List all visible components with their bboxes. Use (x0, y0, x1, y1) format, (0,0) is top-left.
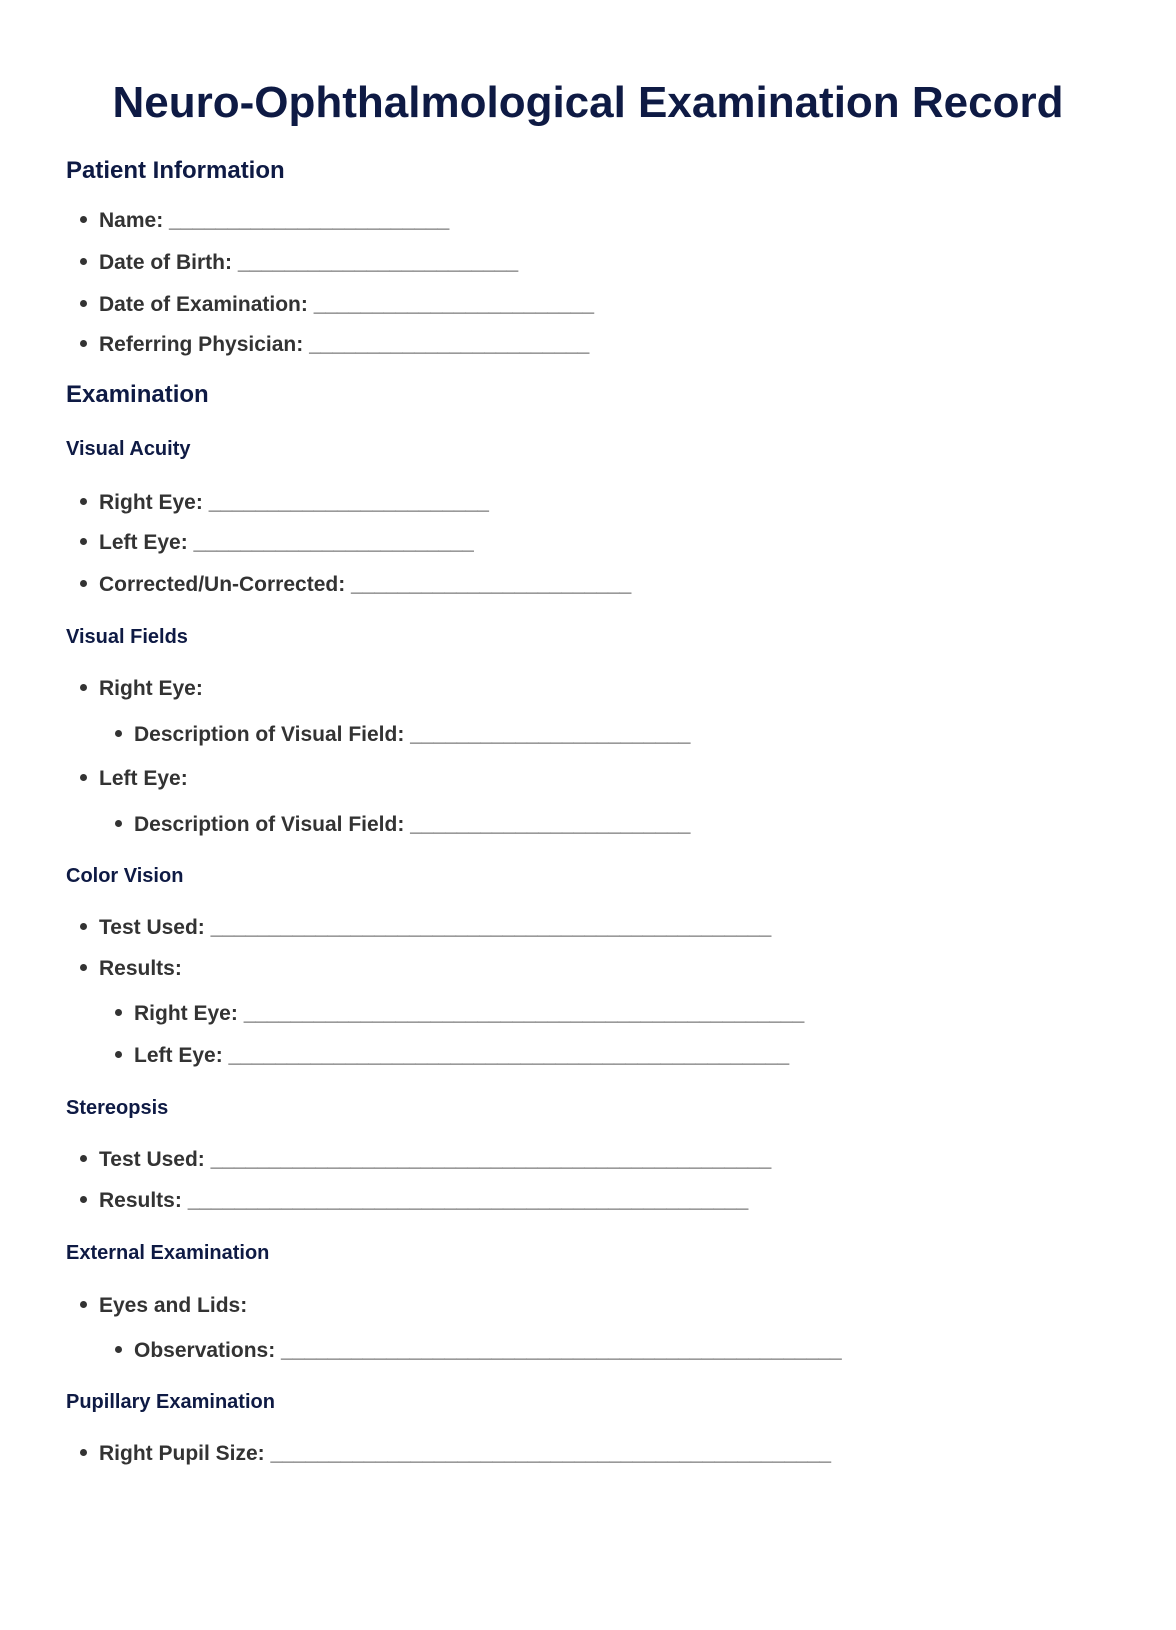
bullet-icon (80, 258, 87, 265)
blank-line[interactable]: ________________________ (410, 723, 691, 746)
field-vf-left-description: Description of Visual Field: ________________________ (115, 810, 690, 840)
field-cv-results: Results: (80, 954, 182, 984)
field-date-of-birth: Date of Birth: ________________________ (80, 248, 518, 278)
field-date-of-examination: Date of Examination: ________________________ (80, 290, 594, 320)
field-eyes-and-lids: Eyes and Lids: (80, 1291, 247, 1321)
bullet-icon (80, 340, 87, 347)
field-name: Name: ________________________ (80, 206, 449, 236)
blank-line[interactable]: ________________________________________________ (270, 1442, 832, 1465)
field-vf-right-eye: Right Eye: (80, 674, 203, 704)
field-referring-physician: Referring Physician: ________________________ (80, 330, 589, 360)
blank-line[interactable]: ________________________________________________ (228, 1044, 790, 1067)
subheading-color-vision: Color Vision (66, 865, 184, 887)
field-vf-right-description: Description of Visual Field: ________________________ (115, 720, 690, 750)
blank-line[interactable]: ________________________ (351, 573, 632, 596)
bullet-icon (80, 1301, 87, 1308)
field-vf-left-eye: Left Eye: (80, 764, 188, 794)
blank-line[interactable]: ________________________________________________ (210, 1148, 772, 1171)
subheading-stereopsis: Stereopsis (66, 1097, 169, 1119)
bullet-icon (80, 774, 87, 781)
blank-line[interactable]: ________________________ (169, 209, 450, 232)
bullet-icon (80, 964, 87, 971)
bullet-icon (115, 820, 122, 827)
bullet-icon (80, 538, 87, 545)
subheading-visual-acuity: Visual Acuity (66, 438, 191, 460)
bullet-icon (80, 684, 87, 691)
field-st-results: Results: ________________________________________________ (80, 1186, 748, 1216)
bullet-icon (115, 1009, 122, 1016)
section-heading-patient-information: Patient Information (66, 157, 285, 184)
blank-line[interactable]: ________________________________________________ (210, 916, 772, 939)
field-cv-left-eye: Left Eye: ________________________________________________ (115, 1041, 789, 1071)
blank-line[interactable]: ________________________ (410, 813, 691, 836)
page-title: Neuro-Ophthalmological Examination Record (112, 78, 1064, 127)
blank-line[interactable]: ________________________ (313, 293, 595, 316)
field-observations: Observations: ________________________________________________ (115, 1336, 842, 1366)
section-heading-examination: Examination (66, 381, 209, 408)
bullet-icon (80, 580, 87, 587)
bullet-icon (80, 1449, 87, 1456)
subheading-visual-fields: Visual Fields (66, 626, 188, 648)
field-va-corrected: Corrected/Un-Corrected: ________________________ (80, 570, 631, 600)
field-st-test-used: Test Used: ________________________________________________ (80, 1145, 771, 1175)
blank-line[interactable]: ________________________ (193, 531, 474, 554)
bullet-icon (80, 300, 87, 307)
blank-line[interactable]: ________________________ (309, 333, 590, 356)
bullet-icon (80, 498, 87, 505)
blank-line[interactable]: ________________________________________________ (281, 1339, 842, 1362)
bullet-icon (80, 216, 87, 223)
field-va-left-eye: Left Eye: ________________________ (80, 528, 474, 558)
blank-line[interactable]: ________________________________________________ (243, 1002, 805, 1025)
field-cv-right-eye: Right Eye: ________________________________________________ (115, 999, 804, 1029)
bullet-icon (115, 730, 122, 737)
bullet-icon (115, 1051, 122, 1058)
bullet-icon (80, 1155, 87, 1162)
blank-line[interactable]: ________________________ (237, 251, 519, 274)
subheading-external-examination: External Examination (66, 1242, 270, 1264)
field-va-right-eye: Right Eye: ________________________ (80, 488, 489, 518)
subheading-pupillary-examination: Pupillary Examination (66, 1391, 275, 1413)
field-right-pupil-size: Right Pupil Size: ________________________________________________ (80, 1439, 831, 1469)
blank-line[interactable]: ________________________ (208, 491, 489, 514)
field-cv-test-used: Test Used: ________________________________________________ (80, 913, 771, 943)
bullet-icon (80, 1196, 87, 1203)
bullet-icon (115, 1346, 122, 1353)
blank-line[interactable]: ________________________________________________ (187, 1189, 749, 1212)
bullet-icon (80, 923, 87, 930)
